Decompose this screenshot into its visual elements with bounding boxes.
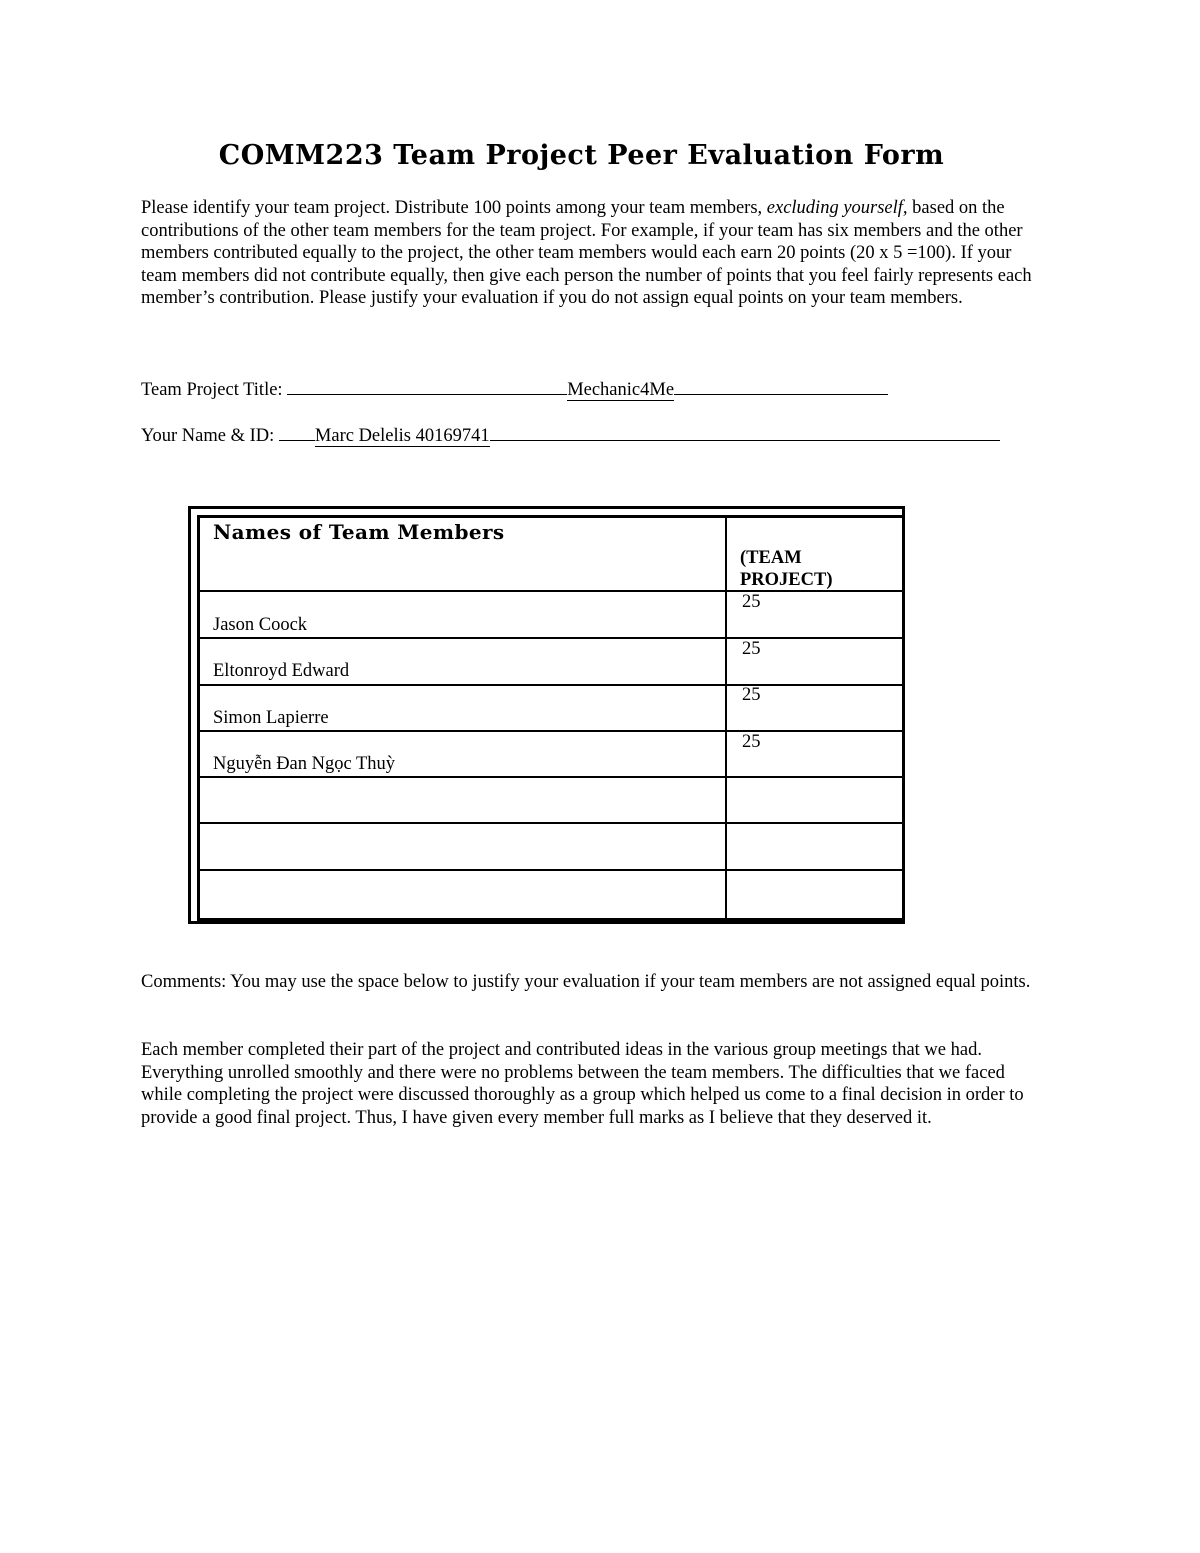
member-points[interactable]: 25 bbox=[742, 732, 761, 752]
header-team-project: (TEAM PROJECT) bbox=[740, 548, 833, 590]
instructions-paragraph bbox=[141, 197, 1041, 310]
name-id-underline-right bbox=[490, 422, 1000, 441]
table-row-divider bbox=[197, 730, 905, 732]
table-row-divider bbox=[197, 869, 905, 871]
table-row-divider bbox=[197, 822, 905, 824]
table-column-divider bbox=[725, 515, 727, 921]
comments-body[interactable]: Each member completed their part of the project and contributed ideas in the various group meetings that we had. Everything unrolled smoothly and there were no problems between the team members. The difficulties that we faced while completing the project were discussed thoroughly as a group which helped us come to a final decision in order to provide a good final project. Thus, I have given every member full marks as I believe that they deserved it. bbox=[141, 1040, 1024, 1128]
comments-prompt: Comments: You may use the space below to justify your evaluation if your team members are not assigned equal points. bbox=[141, 972, 1031, 992]
member-points[interactable]: 25 bbox=[742, 639, 761, 659]
name-id-underline-left bbox=[279, 422, 315, 441]
header-names-of-team-members: Names of Team Members bbox=[213, 520, 505, 544]
table-row-divider bbox=[197, 637, 905, 639]
name-id-field bbox=[141, 422, 1000, 447]
project-title-label: Team Project Title: bbox=[141, 380, 283, 400]
name-id-label: Your Name & ID: bbox=[141, 426, 275, 446]
project-title-field bbox=[141, 376, 888, 401]
project-title-value[interactable]: Mechanic4Me bbox=[567, 380, 675, 400]
table-row-divider bbox=[197, 776, 905, 778]
project-title-underline-left bbox=[287, 376, 567, 395]
member-name[interactable]: Eltonroyd Edward bbox=[213, 661, 350, 681]
project-title-underline-right bbox=[674, 376, 888, 395]
table-row-divider bbox=[197, 684, 905, 686]
member-points[interactable]: 25 bbox=[742, 685, 761, 705]
instructions-text-1: Please identify your team project. Distribute 100 points among your team members, bbox=[141, 198, 767, 218]
member-name[interactable]: Jason Coock bbox=[213, 615, 308, 635]
member-name[interactable]: Nguyễn Đan Ngọc Thuỳ bbox=[213, 754, 396, 774]
member-name[interactable]: Simon Lapierre bbox=[213, 708, 329, 728]
page-title: COMM223 Team Project Peer Evaluation Form bbox=[218, 140, 945, 171]
name-id-value[interactable]: Marc Delelis 40169741 bbox=[314, 426, 490, 446]
instructions-emphasis: excluding yourself, bbox=[766, 198, 908, 218]
member-points[interactable]: 25 bbox=[742, 592, 761, 612]
instructions-text-2: based on the contributions of the other team members for the team project. For example, if your team has six members and the other members contributed equally to the project, the other team members would each earn 20 points (20 x 5 =100). If your team members did not contribute equally, then give each person the number of points that you feel fairly represents each member’s contribution. Please justify your evaluation if you do not assign equal points on your team members. bbox=[141, 198, 1032, 309]
